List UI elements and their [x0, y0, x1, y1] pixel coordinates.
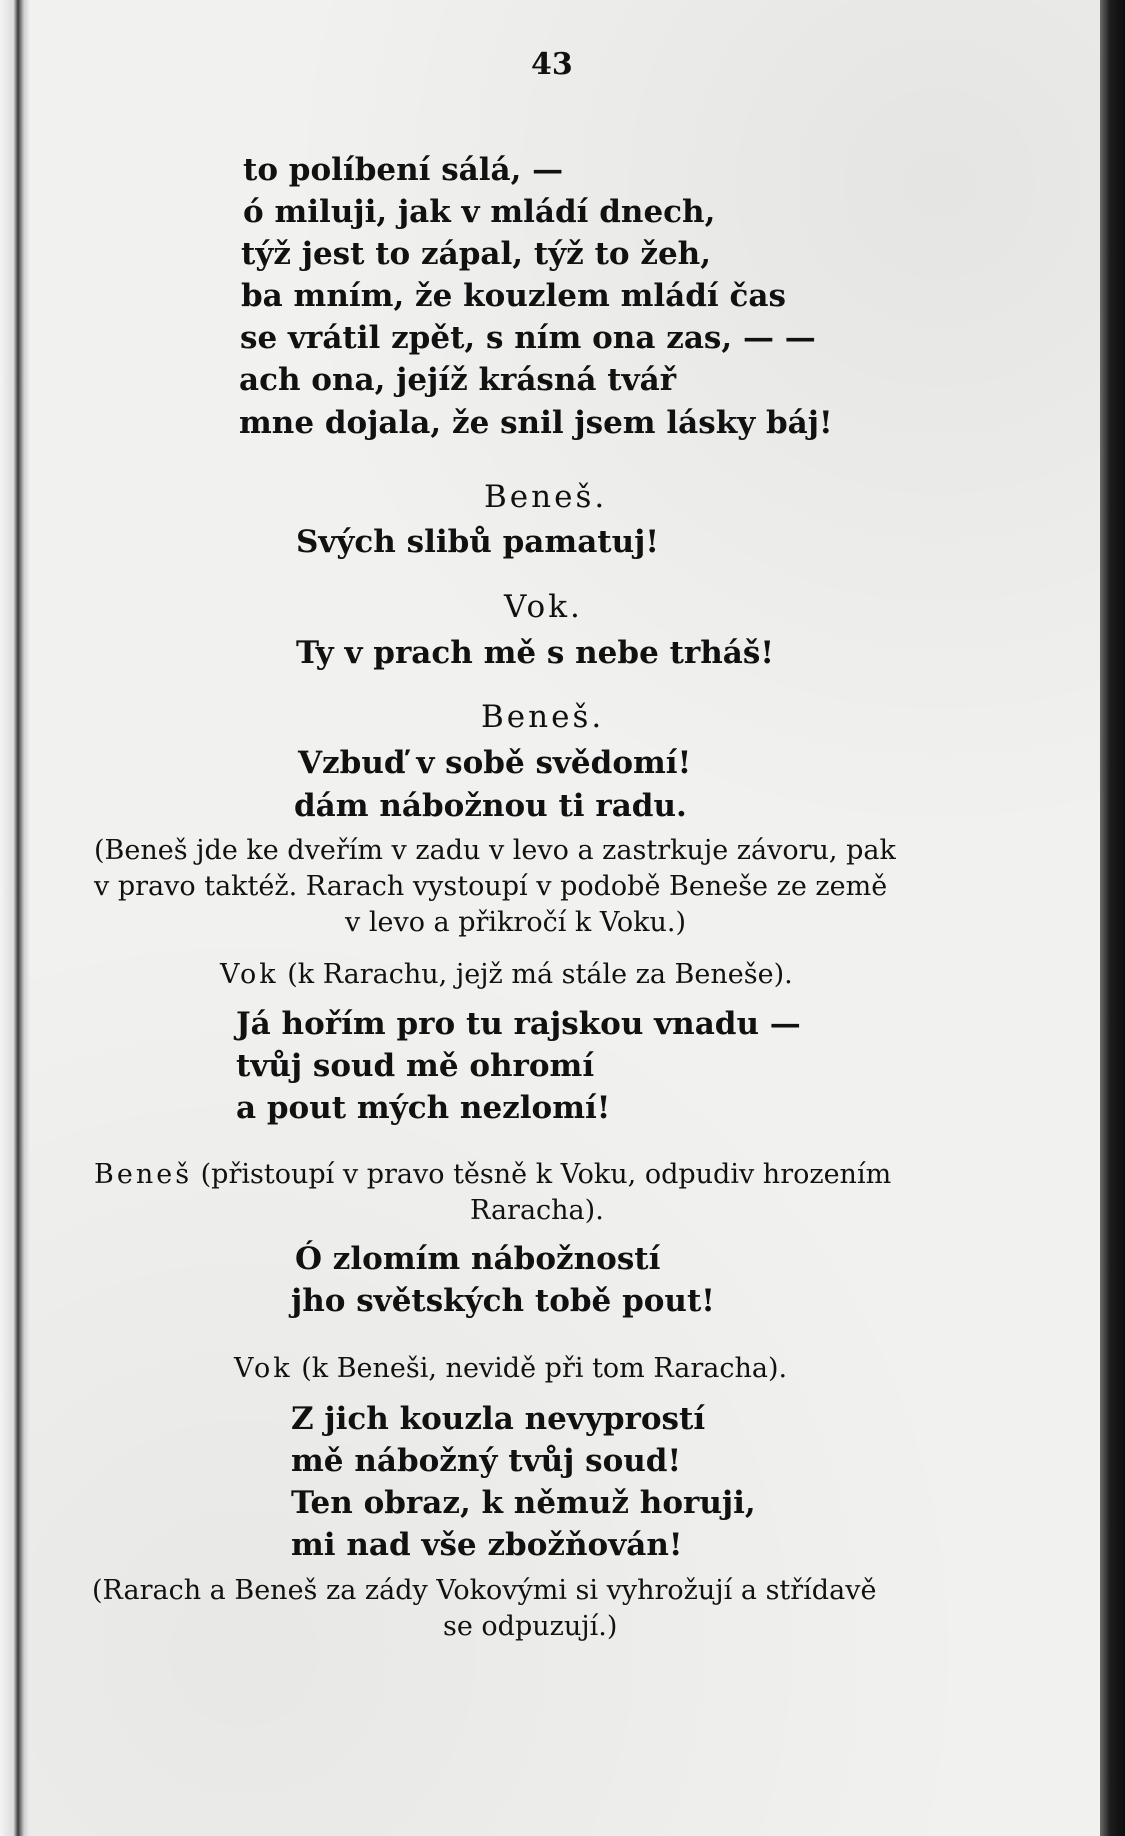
book-gutter-left — [0, 0, 30, 1836]
verse-line: Ty v prach mě s nebe trháš! — [296, 635, 774, 671]
speaker-name: Beneš. — [484, 479, 608, 515]
speaker-name: Vok — [234, 1353, 293, 1384]
verse-line: dám nábožnou ti radu. — [294, 788, 687, 824]
stage-direction-line: (Rarach a Beneš za zády Vokovými si vyhrožují a střídavě — [92, 1575, 877, 1606]
stage-direction-line: Rarachа). — [470, 1195, 604, 1226]
speaker-name: Vok. — [504, 589, 583, 625]
verse-line: ó miluji, jak v mládí dnech, — [243, 194, 716, 230]
verse-line: ach ona, jejíž krásná tvář — [239, 362, 677, 398]
speaker-name: Beneš. — [481, 699, 605, 735]
book-edge-right — [1100, 0, 1125, 1836]
verse-line: se vrátil zpět, s ním ona zas, — — — [240, 320, 816, 356]
verse-line: mi nad vše zbožňován! — [291, 1527, 683, 1563]
stage-direction-line: v pravo taktéž. Rarach vystoupí v podobě Beneše ze země — [94, 871, 888, 902]
speaker-line — [220, 960, 793, 990]
speaker-line — [94, 1160, 891, 1190]
verse-line: Ten obraz, k němuž horuji, — [291, 1485, 756, 1521]
speaker-name: Vok — [220, 959, 279, 990]
verse-line: ba mním, že kouzlem mládí čas — [241, 278, 786, 314]
speaker-line — [234, 1354, 787, 1384]
stage-direction-line: se odpuzují.) — [443, 1611, 618, 1642]
verse-line: jho světských tobě pout! — [291, 1283, 715, 1319]
stage-direction-line: v levo a přikročí k Voku.) — [345, 907, 686, 938]
speaker-name: Beneš — [94, 1159, 193, 1190]
verse-line: tvůj soud mě ohromí — [236, 1048, 595, 1084]
page-number: 43 — [531, 47, 573, 82]
verse-line: Já hořím pro tu rajskou vnadu — — [236, 1006, 801, 1042]
verse-line: Vzbuď v sobě svědomí! — [298, 745, 692, 781]
stage-direction-line: (Beneš jde ke dveřím v zadu v levo a zastrkuje závoru, pak — [94, 835, 896, 866]
verse-line: mě nábožný tvůj soud! — [291, 1443, 682, 1479]
verse-line: a pout mých nezlomí! — [236, 1090, 611, 1126]
verse-line: to políbení sálá, — — [243, 152, 564, 188]
verse-line: týž jest to zápal, týž to žeh, — [241, 236, 712, 272]
stage-direction-inline: (k Rarachu, jejž má stále za Beneše). — [287, 959, 793, 990]
verse-line: Ó zlomím nábožností — [295, 1241, 661, 1277]
stage-direction-inline: (k Benešі, nevidě při tom Raracha). — [301, 1353, 788, 1384]
verse-line: mne dojala, že snil jsem lásky báj! — [239, 405, 833, 441]
stage-direction-inline: (přistoupí v pravo těsně k Voku, odpudiv hrozením — [200, 1159, 892, 1190]
verse-line: Svých slibů pamatuj! — [296, 524, 659, 560]
verse-line: Z jich kouzla nevyprostí — [291, 1401, 706, 1437]
